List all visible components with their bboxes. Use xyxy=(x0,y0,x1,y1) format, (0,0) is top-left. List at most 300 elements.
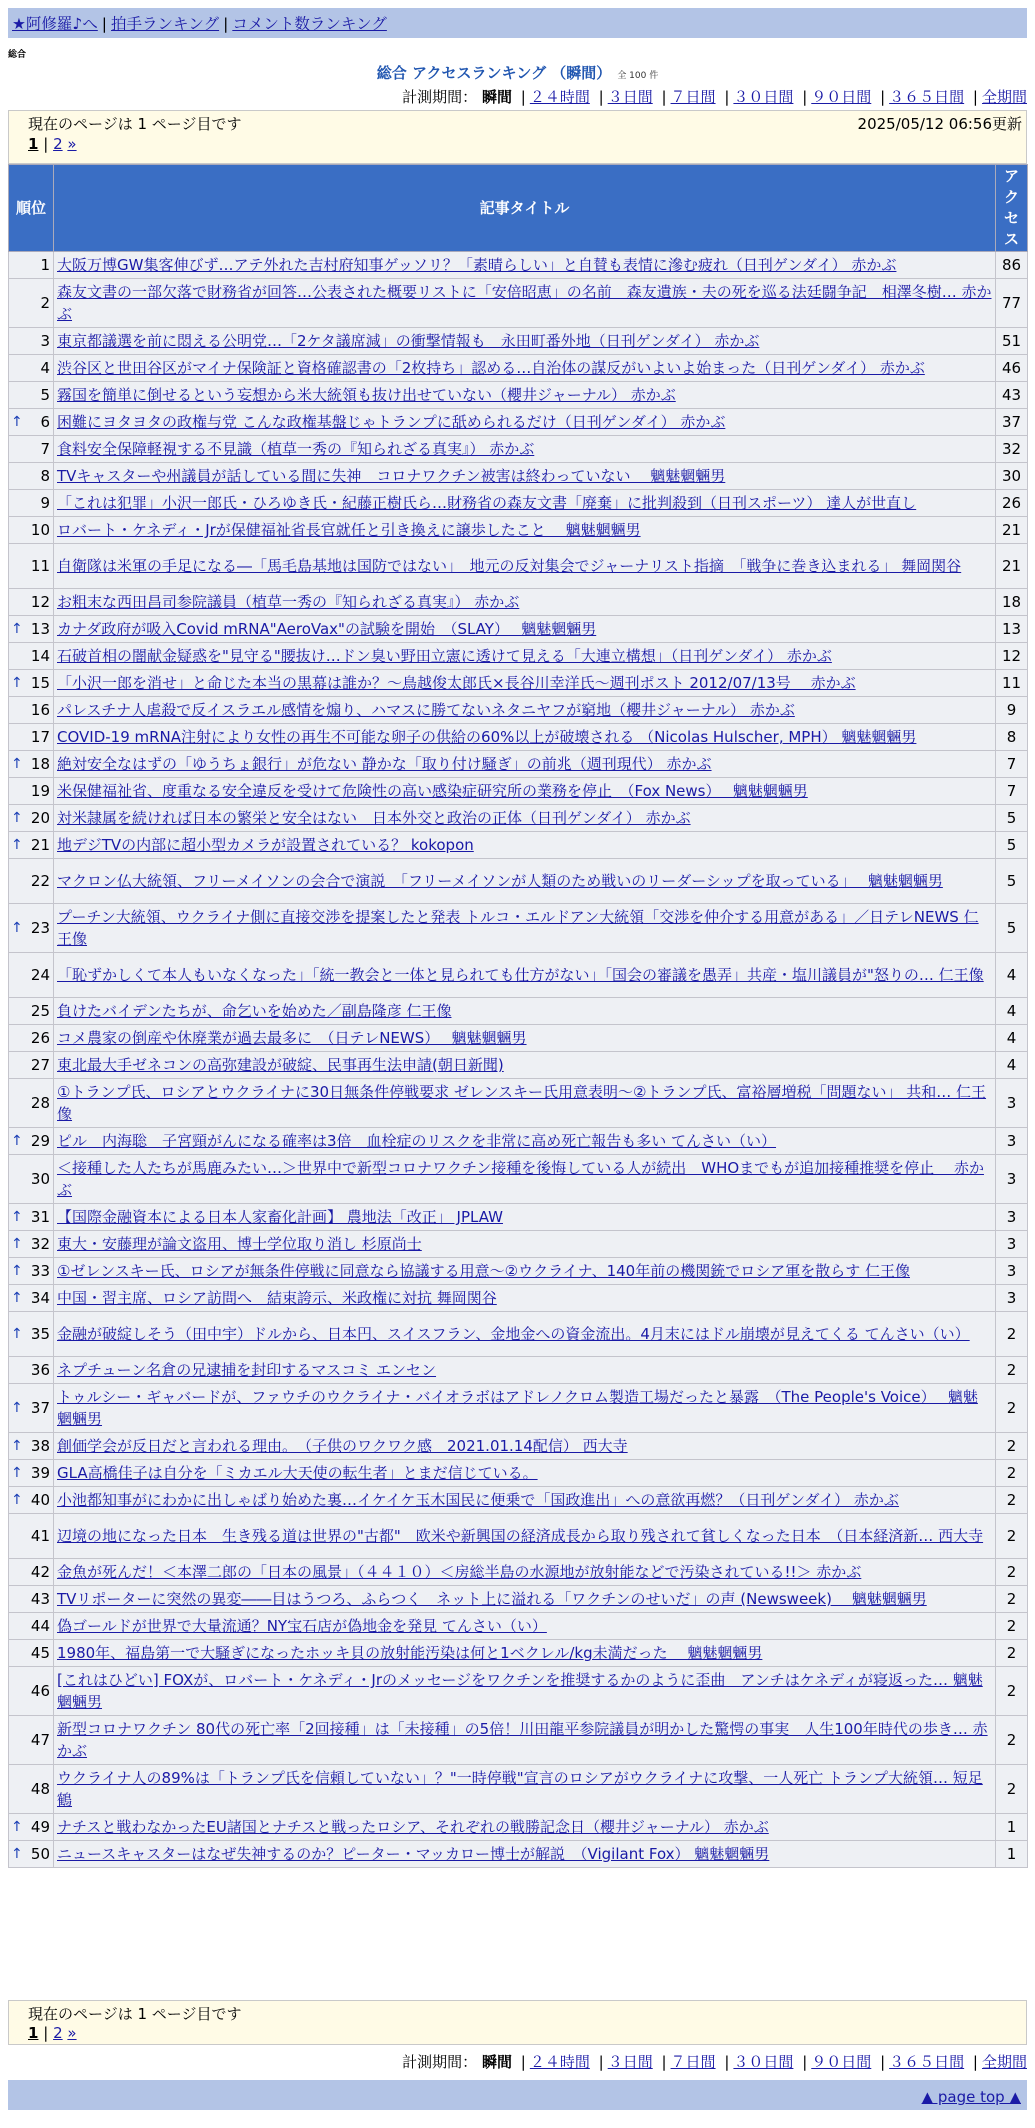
table-row xyxy=(9,1640,1028,1667)
rank-number: 40 xyxy=(30,1491,50,1509)
rank-number: 33 xyxy=(30,1262,50,1280)
access-count: 46 xyxy=(996,355,1028,382)
page-info-bottom xyxy=(8,2000,1027,2045)
table-row xyxy=(9,904,1028,953)
access-count: 4 xyxy=(996,1025,1028,1052)
rank-up-arrow-icon: ↑ xyxy=(11,1819,23,1835)
access-count: 5 xyxy=(996,904,1028,953)
title-cell xyxy=(54,1765,996,1814)
rank-up-arrow-icon: ↑ xyxy=(11,810,23,826)
rank-cell xyxy=(9,1613,54,1640)
access-count: 2 xyxy=(996,1667,1028,1716)
title-cell xyxy=(54,1231,996,1258)
article-title-link[interactable]: 森友文書の一部欠落で財務省が回答…公表された概要リストに「安倍昭恵」の名前 森友遺族・夫の死を巡る法廷闘争記 相澤冬樹… 赤かぶ xyxy=(57,283,992,323)
title-cell xyxy=(54,616,996,643)
total-count: 全 100 件 xyxy=(617,71,659,81)
title-cell xyxy=(54,1586,996,1613)
table-row xyxy=(9,1258,1028,1285)
rank-cell xyxy=(9,1079,54,1128)
pagination-top xyxy=(28,135,77,153)
rank-number: 48 xyxy=(30,1780,50,1798)
article-title-link[interactable]: 金融が破綻しそう（田中宇）ドルから、日本円、スイスフラン、金地金への資金流出。4月末にはドル崩壊が見えてくる てんさい（い） xyxy=(57,1325,970,1343)
period-24h-link[interactable]: ２４時間 xyxy=(529,2053,590,2071)
rank-number: 50 xyxy=(30,1845,50,1863)
rank-cell xyxy=(9,1384,54,1433)
title-cell xyxy=(54,279,996,328)
article-title-link[interactable]: 対米隷属を続ければ日本の繁栄と安全はない 日本外交と政治の正体（日刊ゲンダイ） 赤かぶ xyxy=(57,809,691,827)
table-row xyxy=(9,382,1028,409)
table-row xyxy=(9,1667,1028,1716)
rank-number: 16 xyxy=(30,701,50,719)
title-cell xyxy=(54,436,996,463)
access-count: 18 xyxy=(996,589,1028,616)
article-title-link[interactable]: 中国・習主席、ロシア訪問へ 結束誇示、米政権に対抗 舞岡関谷 xyxy=(57,1289,497,1307)
table-row xyxy=(9,1814,1028,1841)
table-row xyxy=(9,1514,1028,1559)
article-title-link[interactable]: 辺境の地になった日本 生き残る道は世界の"古都" 欧米や新興国の経済成長から取り残されて貧しくなった日本 （日本経済新… 西大寺 xyxy=(57,1527,984,1545)
article-title-link[interactable]: 自衛隊は米軍の手足になる―「馬毛島基地は国防ではない」 地元の反対集会でジャーナリスト指摘 「戦争に巻き込まれる」 舞岡関谷 xyxy=(57,557,962,575)
article-title-link[interactable]: ネプチューン名倉の兄逮捕を封印するマスコミ エンセン xyxy=(57,1361,437,1379)
title-cell xyxy=(54,1559,996,1586)
article-title-link[interactable]: 地デジTVの内部に超小型カメラが設置されている？ kokopon xyxy=(57,836,474,854)
access-count: 2 xyxy=(996,1460,1028,1487)
article-title-link[interactable]: カナダ政府が吸入Covid mRNA"AeroVax"の試験を開始 （SLAY） 魑魅魍魎男 xyxy=(57,620,597,638)
title-cell xyxy=(54,805,996,832)
ranking-table-body xyxy=(9,252,1028,1868)
period-3d-link[interactable]: ３日間 xyxy=(607,2053,653,2071)
title-cell xyxy=(54,1433,996,1460)
rank-number: 28 xyxy=(30,1094,50,1112)
pager-separator: | xyxy=(43,2024,49,2042)
access-count: 37 xyxy=(996,409,1028,436)
title-cell xyxy=(54,1025,996,1052)
rank-number: 32 xyxy=(30,1235,50,1253)
article-title-link[interactable]: 「恥ずかしくて本人もいなくなった」「統一教会と一体と見られても仕方がない」「国会の審議を愚弄」共産・塩川議員が"怒りの… 仁王像 xyxy=(57,966,984,984)
rank-number: 36 xyxy=(30,1361,50,1379)
period-30d-link[interactable]: ３０日間 xyxy=(733,88,794,106)
title-cell xyxy=(54,589,996,616)
rank-cell xyxy=(9,1841,54,1868)
rank-number: 12 xyxy=(30,593,50,611)
rank-number: 34 xyxy=(30,1289,50,1307)
table-row xyxy=(9,517,1028,544)
table-row xyxy=(9,252,1028,279)
table-row xyxy=(9,1128,1028,1155)
access-count: 21 xyxy=(996,544,1028,589)
article-title-link[interactable]: 東大・安藤理が論文盗用、博士学位取り消し 杉原尚士 xyxy=(57,1235,422,1253)
article-title-link[interactable]: コメ農家の倒産や休廃業が過去最多に （日テレNEWS） 魑魅魍魎男 xyxy=(57,1029,527,1047)
title-cell xyxy=(54,778,996,805)
article-title-link[interactable]: 困難にヨタヨタの政権与党 こんな政権基盤じゃトランプに舐められるだけ（日刊ゲンダイ） 赤かぶ xyxy=(57,413,726,431)
rank-up-arrow-icon: ↑ xyxy=(11,1263,23,1279)
access-count: 5 xyxy=(996,859,1028,904)
rank-number: 18 xyxy=(30,755,50,773)
title-cell xyxy=(54,355,996,382)
next-page-link[interactable]: » xyxy=(67,2024,77,2042)
rank-cell xyxy=(9,589,54,616)
title-cell xyxy=(54,1312,996,1357)
rank-cell xyxy=(9,724,54,751)
page-1-current: 1 xyxy=(28,135,39,153)
article-title-link[interactable]: 絶対安全なはずの「ゆうちょ銀行」が危ない 静かな「取り付け騒ぎ」の前兆（週刊現代） 赤かぶ xyxy=(57,755,712,773)
rank-number: 10 xyxy=(30,521,50,539)
article-title-link[interactable]: ロバート・ケネディ・Jrが保健福祉省長官就任と引き換えに譲歩したこと 魑魅魍魎男 xyxy=(57,521,641,539)
article-title-link[interactable]: お粗末な西田昌司参院議員（植草一秀の『知られざる真実』） 赤かぶ xyxy=(57,593,520,611)
ranking-title-text: 総合 アクセスランキング （瞬間） xyxy=(376,64,612,82)
access-count: 13 xyxy=(996,616,1028,643)
table-row xyxy=(9,1586,1028,1613)
access-count: 9 xyxy=(996,697,1028,724)
article-title-link[interactable]: COVID-19 mRNA注射により女性の再生不可能な卵子の供給の60%以上が破壊される （Nicolas Hulscher, MPH） 魑魅魍魎男 xyxy=(57,728,917,746)
rank-number: 2 xyxy=(40,294,50,312)
article-title-link[interactable]: 偽ゴールドが世界で大量流通？NY宝石店が偽地金を発見 てんさい（い） xyxy=(57,1617,547,1635)
table-row xyxy=(9,1079,1028,1128)
access-count: 7 xyxy=(996,751,1028,778)
article-title-link[interactable]: 渋谷区と世田谷区がマイナ保険証と資格確認書の「2枚持ち」認める…自治体の謀反がいよいよ始まった（日刊ゲンダイ） 赤かぶ xyxy=(57,359,925,377)
rank-number: 47 xyxy=(30,1731,50,1749)
rank-number: 17 xyxy=(30,728,50,746)
period-365d-link[interactable]: ３６５日間 xyxy=(889,88,965,106)
access-count: 2 xyxy=(996,1384,1028,1433)
page-2-link[interactable]: 2 xyxy=(53,2024,63,2042)
article-title-link[interactable]: 金魚が死んだ！＜本澤二郎の「日本の風景」（４４１０）＜房総半島の水源地が放射能などで汚染されている!!＞ 赤かぶ xyxy=(57,1563,862,1581)
rank-cell xyxy=(9,279,54,328)
comment-ranking-link[interactable]: コメント数ランキング xyxy=(232,15,387,33)
table-row xyxy=(9,589,1028,616)
rank-cell xyxy=(9,1025,54,1052)
period-365d-link[interactable]: ３６５日間 xyxy=(889,2053,965,2071)
access-count: 1 xyxy=(996,1841,1028,1868)
access-count: 5 xyxy=(996,805,1028,832)
table-row xyxy=(9,1357,1028,1384)
access-count: 2 xyxy=(996,1765,1028,1814)
access-count: 77 xyxy=(996,279,1028,328)
rank-cell xyxy=(9,1155,54,1204)
title-cell xyxy=(54,998,996,1025)
title-cell xyxy=(54,252,996,279)
access-count: 2 xyxy=(996,1586,1028,1613)
rank-cell xyxy=(9,490,54,517)
rank-number: 13 xyxy=(30,620,50,638)
rank-cell xyxy=(9,1814,54,1841)
rank-cell xyxy=(9,252,54,279)
clap-ranking-link[interactable]: 拍手ランキング xyxy=(111,15,220,33)
table-row xyxy=(9,544,1028,589)
page-info-top xyxy=(8,110,1027,164)
article-title-link[interactable]: 創価学会が反日だと言われる理由。 （子供のワクワク感 2021.01.14配信） 西大寺 xyxy=(57,1437,628,1455)
table-row xyxy=(9,1559,1028,1586)
table-row xyxy=(9,805,1028,832)
nav-separator: | xyxy=(223,15,229,33)
period-current: 瞬間 xyxy=(481,2053,512,2071)
table-row xyxy=(9,1460,1028,1487)
title-cell xyxy=(54,1128,996,1155)
table-row xyxy=(9,724,1028,751)
title-cell xyxy=(54,670,996,697)
title-cell xyxy=(54,859,996,904)
col-title-header: 記事タイトル xyxy=(54,165,996,252)
table-row xyxy=(9,279,1028,328)
title-cell xyxy=(54,953,996,998)
rank-cell xyxy=(9,643,54,670)
table-row xyxy=(9,1204,1028,1231)
page-top-link[interactable]: ▲ page top ▲ xyxy=(921,2088,1021,2106)
article-title-link[interactable]: ニュースキャスターはなぜ失神するのか？ピーター・マッカロー博士が解説 （Vigilant Fox） 魑魅魍魎男 xyxy=(57,1845,770,1863)
pager-separator: | xyxy=(43,135,49,153)
rank-cell xyxy=(9,1052,54,1079)
rank-number: 25 xyxy=(30,1002,50,1020)
access-count: 43 xyxy=(996,382,1028,409)
access-count: 7 xyxy=(996,778,1028,805)
article-title-link[interactable]: GLA高橋佳子は自分を「ミカエル大天使の転生者」とまだ信じている。 xyxy=(57,1464,538,1482)
table-header-row xyxy=(9,165,1028,252)
table-row xyxy=(9,1052,1028,1079)
rank-cell xyxy=(9,1258,54,1285)
rank-cell xyxy=(9,328,54,355)
article-title-link[interactable]: 負けたバイデンたちが、命乞いを始めた／副島隆彦 仁王像 xyxy=(57,1002,452,1020)
table-row xyxy=(9,409,1028,436)
access-count: 26 xyxy=(996,490,1028,517)
rank-cell xyxy=(9,859,54,904)
access-count: 4 xyxy=(996,998,1028,1025)
article-title-link[interactable]: ナチスと戦わなかったEU諸国とナチスと戦ったロシア、それぞれの戦勝記念日（櫻井ジャーナル） 赤かぶ xyxy=(57,1818,769,1836)
table-row xyxy=(9,1384,1028,1433)
title-cell xyxy=(54,904,996,953)
period-selector-top: 計測期間： 瞬間 | ２４時間 | ３日間 | ７日間 | ３０日間 | ９０日間 | ３６５日間 | 全期間 xyxy=(402,88,1027,106)
rank-number: 7 xyxy=(40,440,50,458)
access-count: 2 xyxy=(996,1514,1028,1559)
article-title-link[interactable]: 「小沢一郎を消せ」と命じた本当の黒幕は誰か？～鳥越俊太郎氏×長谷川幸洋氏～週刊ポスト 2012/07/13号 赤かぶ xyxy=(57,674,856,692)
rank-number: 14 xyxy=(30,647,50,665)
table-row xyxy=(9,1312,1028,1357)
rank-number: 5 xyxy=(40,386,50,404)
table-row xyxy=(9,436,1028,463)
period-24h-link[interactable]: ２４時間 xyxy=(529,88,590,106)
title-cell xyxy=(54,1285,996,1312)
rank-up-arrow-icon: ↑ xyxy=(11,756,23,772)
rank-cell xyxy=(9,616,54,643)
article-title-link[interactable]: トゥルシー・ギャバードが、ファウチのウクライナ・バイオラボはアドレノクロム製造工場だったと暴露 （The People's Voice） 魑魅魍魎男 xyxy=(57,1388,978,1428)
table-row xyxy=(9,832,1028,859)
article-title-link[interactable]: 大阪万博GW集客伸びず…アテ外れた吉村府知事ゲッソリ？「素晴らしい」と自賛も表情に滲む疲れ（日刊ゲンダイ） 赤かぶ xyxy=(57,256,897,274)
access-count: 51 xyxy=(996,328,1028,355)
article-title-link[interactable]: ウクライナ人の89%は「トランプ氏を信頼していない」？"一時停戦"宣言のロシアがウクライナに攻撃、一人死亡 トランプ大統領… 短足鶴 xyxy=(57,1769,983,1809)
access-count: 4 xyxy=(996,1052,1028,1079)
rank-number: 43 xyxy=(30,1590,50,1608)
article-title-link[interactable]: 小池都知事がにわかに出しゃばり始めた裏…イケイケ玉木国民に便乗で「国政進出」への意欲再燃？（日刊ゲンダイ） 赤かぶ xyxy=(57,1491,899,1509)
access-count: 2 xyxy=(996,1613,1028,1640)
table-row xyxy=(9,751,1028,778)
access-count: 3 xyxy=(996,1128,1028,1155)
rank-number: 44 xyxy=(30,1617,50,1635)
article-title-link[interactable]: パレスチナ人虐殺で反イスラエル感情を煽り、ハマスに勝てないネタニヤフが窮地（櫻井ジャーナル） 赤かぶ xyxy=(57,701,795,719)
article-title-link[interactable]: 米保健福祉省、度重なる安全違反を受けて危険性の高い感染症研究所の業務を停止 （Fox News） 魑魅魍魎男 xyxy=(57,782,808,800)
rank-number: 35 xyxy=(30,1325,50,1343)
title-cell xyxy=(54,1079,996,1128)
table-row xyxy=(9,778,1028,805)
table-row xyxy=(9,1231,1028,1258)
rank-cell xyxy=(9,436,54,463)
period-90d-link[interactable]: ９０日間 xyxy=(811,2053,872,2071)
article-title-link[interactable]: ピル 内海聡 子宮頸がんになる確率は3倍 血栓症のリスクを非常に高め死亡報告も多い てんさい（い） xyxy=(57,1132,777,1150)
article-title-link[interactable]: 東京都議選を前に悶える公明党…「2ケタ議席減」の衝撃情報も 永田町番外地（日刊ゲンダイ） 赤かぶ xyxy=(57,332,760,350)
access-count: 2 xyxy=(996,1559,1028,1586)
access-count: 3 xyxy=(996,1079,1028,1128)
rank-cell xyxy=(9,1586,54,1613)
title-cell xyxy=(54,1357,996,1384)
rank-cell xyxy=(9,1357,54,1384)
access-count: 2 xyxy=(996,1433,1028,1460)
rank-cell xyxy=(9,1204,54,1231)
rank-cell xyxy=(9,463,54,490)
title-cell xyxy=(54,328,996,355)
title-cell xyxy=(54,643,996,670)
access-count: 2 xyxy=(996,1312,1028,1357)
title-cell xyxy=(54,544,996,589)
rank-up-arrow-icon: ↑ xyxy=(11,1209,23,1225)
rank-cell xyxy=(9,1640,54,1667)
rank-number: 3 xyxy=(40,332,50,350)
rank-cell xyxy=(9,544,54,589)
article-title-link[interactable]: ①トランプ氏、ロシアとウクライナに30日無条件停戦要求 ゼレンスキー氏用意表明～②トランプ氏、富裕層増税「問題ない」 共和… 仁王像 xyxy=(57,1083,987,1123)
table-row xyxy=(9,697,1028,724)
title-cell xyxy=(54,1640,996,1667)
rank-number: 6 xyxy=(40,413,50,431)
next-page-link[interactable]: » xyxy=(67,135,77,153)
title-cell xyxy=(54,1155,996,1204)
article-title-link[interactable]: 1980年、福島第一で大騒ぎになったホッキ貝の放射能汚染は何と1ベクレル/kg未満だった 魑魅魍魎男 xyxy=(57,1644,763,1662)
article-title-link[interactable]: プーチン大統領、ウクライナ側に直接交渉を提案したと発表 トルコ・エルドアン大統領「交渉を仲介する用意がある」／日テレNEWS 仁王像 xyxy=(57,908,979,948)
access-count: 5 xyxy=(996,832,1028,859)
article-title-link[interactable]: 食料安全保障軽視する不見識（植草一秀の『知られざる真実』） 赤かぶ xyxy=(57,440,535,458)
rank-up-arrow-icon: ↑ xyxy=(11,621,23,637)
rank-cell xyxy=(9,409,54,436)
rank-number: 8 xyxy=(40,467,50,485)
rank-cell xyxy=(9,832,54,859)
period-7d-link[interactable]: ７日間 xyxy=(670,88,716,106)
rank-cell xyxy=(9,517,54,544)
rank-number: 30 xyxy=(30,1170,50,1188)
access-count: 1 xyxy=(996,1814,1028,1841)
title-cell xyxy=(54,1514,996,1559)
table-row xyxy=(9,355,1028,382)
article-title-link[interactable]: マクロン仏大統領、フリーメイソンの会合で演説 「フリーメイソンが人類のため戦いのリーダーシップを取っている」 魑魅魍魎男 xyxy=(57,872,943,890)
article-title-link[interactable]: TVキャスターや州議員が話している間に失神 コロナワクチン被害は終わっていない 魑魅魍魎男 xyxy=(57,467,726,485)
access-count: 86 xyxy=(996,252,1028,279)
access-count: 3 xyxy=(996,1231,1028,1258)
article-title-link[interactable]: TVリポーターに突然の異変――目はうつろ、ふらつく ネット上に溢れる「ワクチンのせいだ」の声 (Newsweek) 魑魅魍魎男 xyxy=(57,1590,927,1608)
access-count: 2 xyxy=(996,1640,1028,1667)
access-count: 2 xyxy=(996,1357,1028,1384)
title-cell xyxy=(54,697,996,724)
page-2-link[interactable]: 2 xyxy=(53,135,63,153)
rank-number: 24 xyxy=(30,966,50,984)
access-count: 30 xyxy=(996,463,1028,490)
current-page-text: 現在のページは 1 ページ目です xyxy=(28,2005,242,2023)
ranking-table xyxy=(8,164,1028,1868)
rank-cell xyxy=(9,1128,54,1155)
rank-number: 37 xyxy=(30,1399,50,1417)
rank-cell xyxy=(9,382,54,409)
article-title-link[interactable]: [これはひどい] FOXが、ロバート・ケネディ・Jrのメッセージをワクチンを推奨するかのように歪曲 アンチはケネディが寝返った… 魑魅魍魎男 xyxy=(57,1671,983,1711)
article-title-link[interactable]: ①ゼレンスキー氏、ロシアが無条件停戦に同意なら協議する用意～②ウクライナ、140年前の機関銃でロシア軍を散らす 仁王像 xyxy=(57,1262,910,1280)
nav-separator: | xyxy=(101,15,108,33)
period-30d-link[interactable]: ３０日間 xyxy=(733,2053,794,2071)
period-all-link[interactable]: 全期間 xyxy=(981,88,1027,106)
period-90d-link[interactable]: ９０日間 xyxy=(811,88,872,106)
rank-up-arrow-icon: ↑ xyxy=(11,920,23,936)
article-title-link[interactable]: 石破首相の闇献金疑惑を"見守る"腰抜け…ドン臭い野田立憲に透けて見える「大連立構想」（日刊ゲンダイ） 赤かぶ xyxy=(57,647,832,665)
rank-cell xyxy=(9,953,54,998)
rank-cell xyxy=(9,998,54,1025)
title-cell xyxy=(54,463,996,490)
pagination-bottom xyxy=(28,2024,77,2042)
rank-cell xyxy=(9,670,54,697)
rank-cell xyxy=(9,355,54,382)
rank-cell xyxy=(9,1487,54,1514)
rank-number: 29 xyxy=(30,1132,50,1150)
access-count: 8 xyxy=(996,724,1028,751)
period-selector-bottom: 計測期間： 瞬間 | ２４時間 | ３日間 | ７日間 | ３０日間 | ９０日間 | ３６５日間 | 全期間 xyxy=(402,2053,1027,2071)
table-row xyxy=(9,1025,1028,1052)
period-3d-link[interactable]: ３日間 xyxy=(607,88,653,106)
access-count: 3 xyxy=(996,1204,1028,1231)
period-label: 計測期間： xyxy=(402,88,478,106)
rank-number: 23 xyxy=(30,919,50,937)
rank-number: 45 xyxy=(30,1644,50,1662)
period-current: 瞬間 xyxy=(481,88,512,106)
rank-cell xyxy=(9,697,54,724)
rank-cell xyxy=(9,904,54,953)
ranking-title xyxy=(0,62,1035,83)
article-title-link[interactable]: 【国際金融資本による日本人家畜化計画】 農地法「改正」 JPLAW xyxy=(57,1208,503,1226)
article-title-link[interactable]: 新型コロナワクチン 80代の死亡率「2回接種」は「未接種」の5倍！川田龍平参院議員が明かした驚愕の事実 人生100年時代の歩き… 赤かぶ xyxy=(57,1720,988,1760)
access-count: 12 xyxy=(996,643,1028,670)
updated-timestamp: 2025/05/12 06:56更新 xyxy=(857,115,1022,133)
title-cell xyxy=(54,1204,996,1231)
current-page-text: 現在のページは 1 ページ目です xyxy=(28,115,242,133)
rank-cell xyxy=(9,805,54,832)
article-title-link[interactable]: 「これは犯罪」小沢一郎氏・ひろゆき氏・紀藤正樹氏ら…財務省の森友文書「廃棄」に批判殺到（日刊スポーツ） 達人が世直し xyxy=(57,494,917,512)
period-label: 計測期間： xyxy=(402,2053,478,2071)
rank-cell xyxy=(9,1765,54,1814)
rank-number: 31 xyxy=(30,1208,50,1226)
rank-up-arrow-icon: ↑ xyxy=(11,1492,23,1508)
rank-up-arrow-icon: ↑ xyxy=(11,1236,23,1252)
rank-cell xyxy=(9,1716,54,1765)
period-7d-link[interactable]: ７日間 xyxy=(670,2053,716,2071)
article-title-link[interactable]: ＜接種した人たちが馬鹿みたい…＞世界中で新型コロナワクチン接種を後悔している人が続出 WHOまでもが追加接種推奨を停止 赤かぶ xyxy=(57,1159,984,1199)
home-link[interactable]: ★阿修羅♪へ xyxy=(12,15,98,33)
article-title-link[interactable]: 東北最大手ゼネコンの高弥建設が破綻、民事再生法申請(朝日新聞) xyxy=(57,1056,504,1074)
table-row xyxy=(9,1155,1028,1204)
title-cell xyxy=(54,1258,996,1285)
title-cell xyxy=(54,1716,996,1765)
rank-number: 15 xyxy=(30,674,50,692)
rank-cell xyxy=(9,1285,54,1312)
article-title-link[interactable]: 霧国を簡単に倒せるという妄想から米大統領も抜け出せていない（櫻井ジャーナル） 赤かぶ xyxy=(57,386,676,404)
title-cell xyxy=(54,490,996,517)
access-count: 2 xyxy=(996,1487,1028,1514)
page-1-current: 1 xyxy=(28,2024,39,2042)
rank-number: 46 xyxy=(30,1682,50,1700)
title-cell xyxy=(54,1814,996,1841)
table-row xyxy=(9,643,1028,670)
rank-number: 38 xyxy=(30,1437,50,1455)
rank-cell xyxy=(9,1667,54,1716)
period-all-link[interactable]: 全期間 xyxy=(981,2053,1027,2071)
rank-up-arrow-icon: ↑ xyxy=(11,1400,23,1416)
